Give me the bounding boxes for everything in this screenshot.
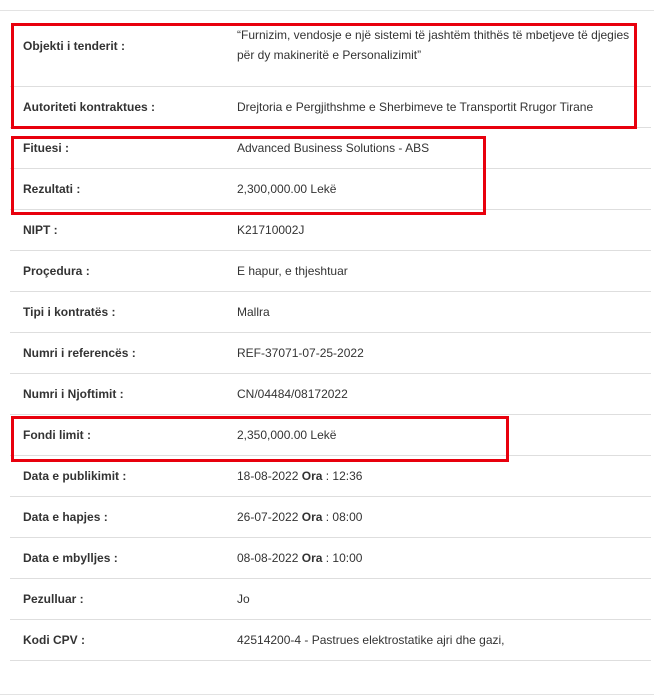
- time-label: Ora: [301, 510, 323, 524]
- row-label: Objekti i tenderit :: [23, 39, 126, 53]
- row-value: Advanced Business Solutions - ABS: [237, 141, 430, 155]
- row-tipi: [10, 292, 651, 333]
- row-label: Data e mbylljes :: [23, 551, 118, 565]
- row-label: Fondi limit :: [23, 428, 91, 442]
- bottom-divider: [0, 694, 654, 695]
- row-referenca: [10, 333, 651, 374]
- time-value: : 12:36: [325, 469, 363, 483]
- row-value: 42514200-4 - Pastrues elektrostatike ajri dhe gazi,: [237, 633, 505, 647]
- row-data-publikimit: [10, 456, 651, 497]
- highlight-box-object-authority: [11, 23, 637, 129]
- row-label: Numri i referencës :: [23, 346, 136, 360]
- row-pezulluar: [10, 579, 651, 620]
- row-value: [237, 538, 362, 578]
- row-kodi-cpv: [10, 620, 651, 661]
- row-value: REF-37071-07-25-2022: [237, 346, 364, 360]
- date-value: 18-08-2022: [237, 469, 299, 483]
- row-value: 2,350,000.00 Lekë: [237, 428, 337, 442]
- row-value: Drejtoria e Pergjithshme e Sherbimeve te Transportit Rrugor Tirane: [237, 100, 594, 114]
- row-label: Pezulluar :: [23, 592, 84, 606]
- date-value: 08-08-2022: [237, 551, 299, 565]
- row-label: Rezultati :: [23, 182, 81, 196]
- row-value: [237, 456, 362, 496]
- highlight-box-fund-limit: [11, 416, 509, 462]
- row-label: Data e hapjes :: [23, 510, 108, 524]
- row-value: “Furnizim, vendosje e një sistemi të jashtëm thithës të mbetjeve të djegies për dy makineritë e Personalizimit”: [237, 28, 630, 62]
- row-value: E hapur, e thjeshtuar: [237, 264, 348, 278]
- row-label: Numri i Njoftimit :: [23, 387, 124, 401]
- row-label: Kodi CPV :: [23, 633, 85, 647]
- row-data-hapjes: [10, 497, 651, 538]
- row-value: Jo: [237, 592, 250, 606]
- row-value: Mallra: [237, 305, 270, 319]
- time-value: : 08:00: [325, 510, 363, 524]
- row-label: Proçedura :: [23, 264, 90, 278]
- row-nipt: [10, 210, 651, 251]
- highlight-box-winner-result: [11, 136, 486, 215]
- row-value: CN/04484/08172022: [237, 387, 348, 401]
- row-procedura: [10, 251, 651, 292]
- row-value: [237, 497, 362, 537]
- row-value: 2,300,000.00 Lekë: [237, 182, 337, 196]
- time-value: : 10:00: [325, 551, 363, 565]
- row-label: Tipi i kontratës :: [23, 305, 116, 319]
- row-value: K21710002J: [237, 223, 305, 237]
- row-label: Data e publikimit :: [23, 469, 127, 483]
- row-data-mbylljes: [10, 538, 651, 579]
- row-label: Fituesi :: [23, 141, 70, 155]
- time-label: Ora: [301, 469, 323, 483]
- row-label: NIPT :: [23, 223, 58, 237]
- time-label: Ora: [301, 551, 323, 565]
- date-value: 26-07-2022: [237, 510, 299, 524]
- row-njoftimi: [10, 374, 651, 415]
- row-label: Autoriteti kontraktues :: [23, 100, 156, 114]
